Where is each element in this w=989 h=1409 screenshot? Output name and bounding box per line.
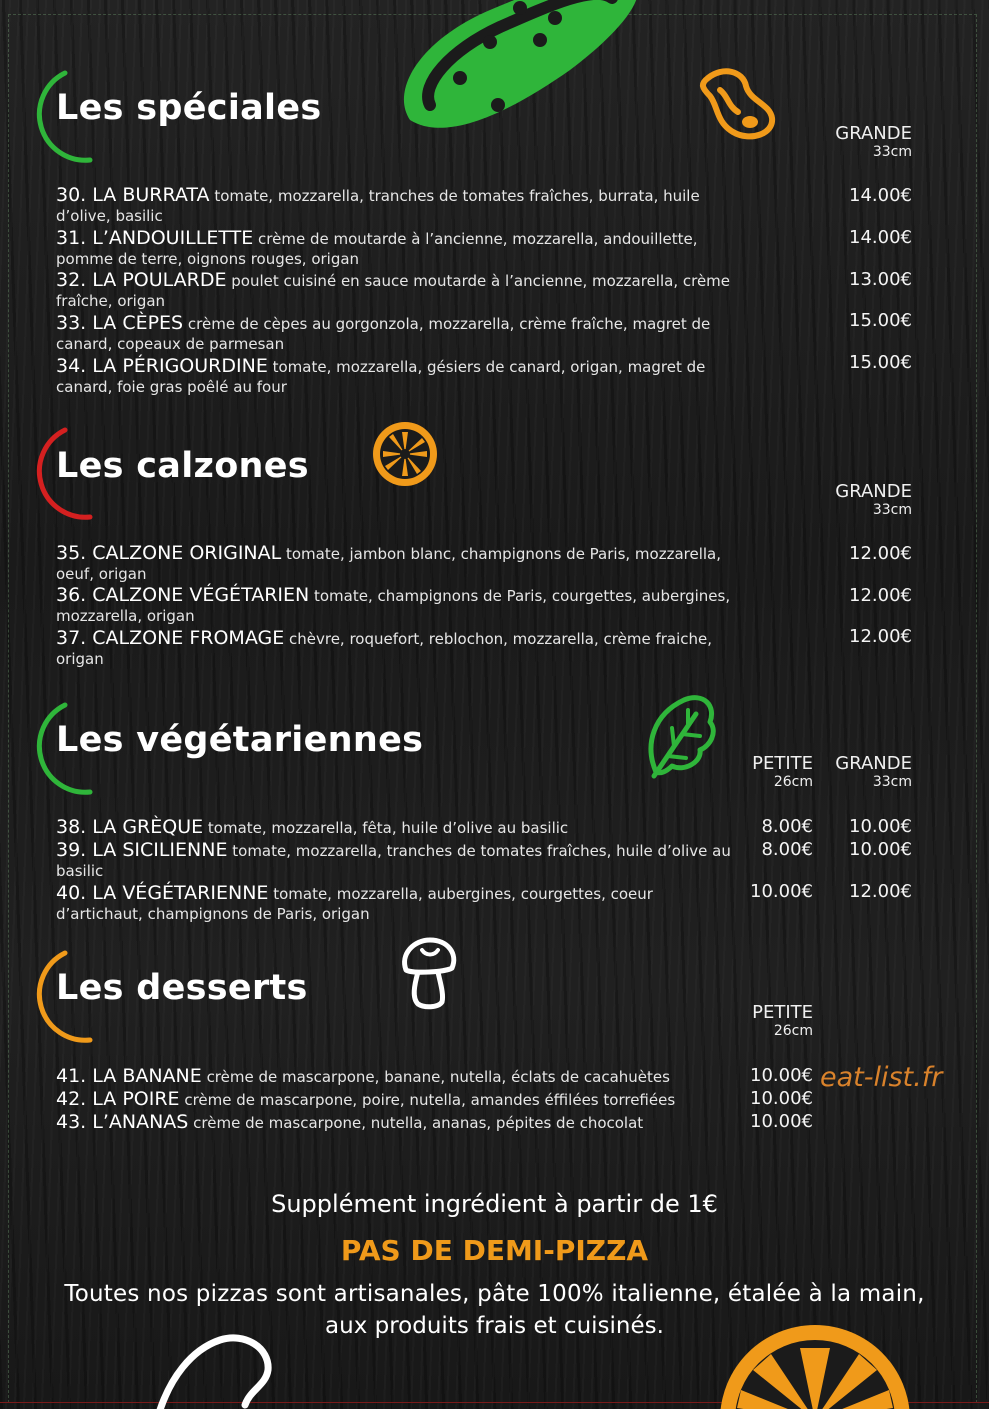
menu-item — [56, 840, 736, 881]
item-desc: crème de moutarde à l’ancienne, mozzarella, andouillette, pomme de terre, oignons rouges, origan — [56, 230, 698, 268]
item-price-grande: 15.00€ — [849, 310, 912, 331]
mushroom-icon — [400, 936, 458, 1010]
column-size: 33cm — [872, 774, 912, 790]
spinach-leaf-icon — [644, 694, 720, 780]
column-label: PETITE — [752, 753, 813, 774]
bean-icon — [698, 66, 778, 142]
menu-item — [56, 628, 736, 669]
menu-item — [56, 1066, 736, 1087]
item-desc: crème de cèpes au gorgonzola, mozzarella, crème fraîche, magret de canard, copeaux de parmesan — [56, 315, 711, 353]
item-price-grande: 10.00€ — [849, 816, 912, 837]
menu-item — [56, 817, 736, 838]
menu-item — [56, 356, 736, 397]
section-title-calzones: Les calzones — [56, 446, 309, 486]
item-price-grande: 15.00€ — [849, 352, 912, 373]
item-name: 31. L’ANDOUILLETTE — [56, 227, 254, 249]
item-desc: crème de mascarpone, nutella, ananas, pépites de chocolat — [193, 1114, 644, 1132]
item-price-petite: 10.00€ — [750, 881, 813, 902]
item-price-petite: 10.00€ — [750, 1088, 813, 1109]
section-title-desserts: Les desserts — [56, 968, 308, 1008]
column-label: PETITE — [752, 1002, 813, 1023]
menu-item — [56, 543, 736, 584]
item-name: 38. LA GRÈQUE — [56, 816, 204, 838]
item-name: 36. CALZONE VÉGÉTARIEN — [56, 584, 310, 606]
item-desc: chèvre, roquefort, reblochon, mozzarella, crème fraiche, origan — [56, 630, 713, 668]
menu-item — [56, 585, 736, 626]
column-size: 33cm — [872, 144, 912, 160]
cucumber-icon — [380, 0, 660, 150]
item-price-grande: 14.00€ — [849, 185, 912, 206]
supplement-note: Supplément ingrédient à partir de 1€ — [271, 1190, 718, 1218]
menu-item — [56, 228, 736, 269]
item-name: 42. LA POIRE — [56, 1088, 180, 1110]
column-label: GRANDE — [835, 123, 912, 144]
item-desc: tomate, mozzarella, fêta, huile d’olive au basilic — [207, 819, 569, 837]
item-desc: tomate, jambon blanc, champignons de Paris, mozzarella, oeuf, origan — [56, 545, 722, 583]
column-label: GRANDE — [835, 481, 912, 502]
ham-icon — [150, 1330, 280, 1409]
item-name: 33. LA CÈPES — [56, 312, 184, 334]
item-price-petite: 8.00€ — [761, 839, 813, 860]
item-price-petite: 10.00€ — [750, 1111, 813, 1132]
no-half-pizza-note: PAS DE DEMI-PIZZA — [340, 1234, 649, 1267]
column-head-grande — [812, 754, 912, 792]
item-price-grande: 12.00€ — [849, 626, 912, 647]
column-size: 26cm — [773, 1023, 813, 1039]
item-price-grande: 13.00€ — [849, 269, 912, 290]
item-price-grande: 12.00€ — [849, 881, 912, 902]
item-desc: crème de mascarpone, poire, nutella, amandes éffilées torrefiées — [184, 1091, 676, 1109]
column-size: 33cm — [872, 502, 912, 518]
item-name: 32. LA POULARDE — [56, 269, 227, 291]
column-label: GRANDE — [835, 753, 912, 774]
item-desc: crème de mascarpone, banane, nutella, éclats de cacahuètes — [206, 1068, 670, 1086]
menu-item — [56, 313, 736, 354]
item-price-petite: 8.00€ — [761, 816, 813, 837]
item-name: 30. LA BURRATA — [56, 184, 210, 206]
item-desc: tomate, mozzarella, tranches de tomates fraîches, burrata, huile d’olive, basilic — [56, 187, 700, 225]
column-head-petite — [738, 1003, 813, 1041]
item-desc: tomate, mozzarella, tranches de tomates fraîches, huile d’olive au basilic — [56, 842, 731, 880]
item-name: 35. CALZONE ORIGINAL — [56, 542, 282, 564]
item-price-grande: 14.00€ — [849, 227, 912, 248]
menu-item — [56, 1089, 736, 1110]
item-price-grande: 12.00€ — [849, 543, 912, 564]
artisan-note-line2: aux produits frais et cuisinés. — [325, 1313, 664, 1339]
menu-item — [56, 1112, 736, 1133]
item-price-grande: 12.00€ — [849, 585, 912, 606]
citrus-icon — [369, 418, 441, 490]
column-head-petite — [738, 754, 813, 792]
item-name: 40. LA VÉGÉTARIENNE — [56, 882, 269, 904]
artisan-note-line1: Toutes nos pizzas sont artisanales, pâte 100% italienne, étalée à la main, — [64, 1281, 925, 1307]
item-desc: tomate, champignons de Paris, courgettes, aubergines, mozzarella, origan — [56, 587, 731, 625]
column-head-grande — [812, 482, 912, 520]
menu-item — [56, 185, 736, 226]
item-name: 39. LA SICILIENNE — [56, 839, 228, 861]
watermark-text: eat-list.fr — [820, 1062, 943, 1093]
menu-item — [56, 883, 736, 924]
item-name: 41. LA BANANE — [56, 1065, 202, 1087]
item-name: 43. L’ANANAS — [56, 1111, 189, 1133]
item-price-petite: 10.00€ — [750, 1065, 813, 1086]
orange-slice-icon — [715, 1320, 915, 1409]
menu-item — [56, 270, 736, 311]
item-desc: tomate, mozzarella, aubergines, courgettes, coeur d’artichaut, champignons de Paris, origan — [56, 885, 653, 923]
item-desc: tomate, mozzarella, gésiers de canard, origan, magret de canard, foie gras poêlé au four — [56, 358, 706, 396]
item-name: 37. CALZONE FROMAGE — [56, 627, 285, 649]
column-head-grande — [812, 124, 912, 162]
item-price-grande: 10.00€ — [849, 839, 912, 860]
section-title-vegetariennes: Les végétariennes — [56, 720, 424, 760]
item-name: 34. LA PÉRIGOURDINE — [56, 355, 268, 377]
item-desc: poulet cuisiné en sauce moutarde à l’ancienne, mozzarella, crème fraîche, origan — [56, 272, 731, 310]
section-title-speciales: Les spéciales — [56, 88, 322, 128]
column-size: 26cm — [773, 774, 813, 790]
